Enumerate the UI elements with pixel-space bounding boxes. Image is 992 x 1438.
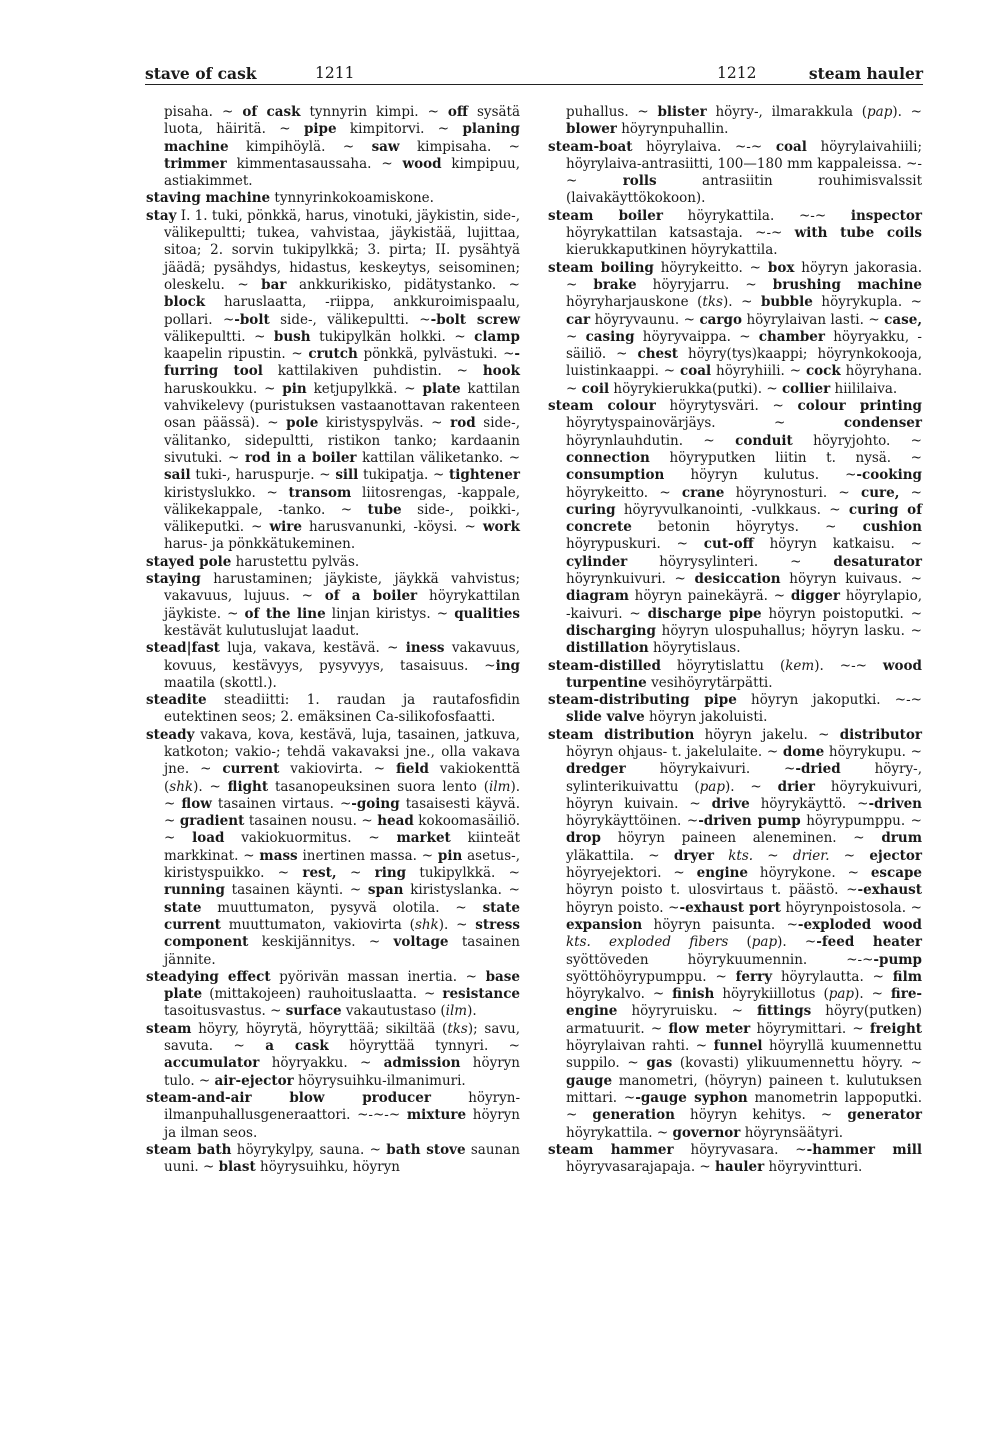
dictionary-entry: pisaha. ~ of cask tynnyrin kimpi. ~ off sysätä luota, häiritä. ~ pipe kimpitorvi. ~ planing machine kimpihöylä. ~ saw kimpisaha. ~ trimmer kimmentasaussaha. ~ wood kimpipuu, astiakimmet. (164, 104, 521, 190)
page-header (145, 62, 923, 85)
right-page-number: 1212 (717, 64, 757, 82)
dictionary-entry: stay I. 1. tuki, pönkkä, harus, vinotuki, jäykistin, side-, välikepultti; tukea, vahvistaa, jäykistää, lujittaa, sitoa; 2. sorvin tukipylkkä; 3. pirta; II. pysähtyä jäädä; pysähdys, hidastus, keskeytys, seisominen; oleskelu. ~ bar ankkurikisko, pidätystanko. ~ block haruslaatta, -riippa, ankkuroimispaalu, pollari. ~-bolt side-, välikepultti. ~-bolt screw välikepultti. ~ bush tukipylkän holkki. ~ clamp kaapelin ripustin. ~ crutch pönkkä, pylvästuki. ~-furring tool kattilakiven puhdistin. ~ hook haruskoukku. ~ pin ketjupylkkä. ~ plate kattilan vahvikelevy (puristuksen vastaanottavan rakenteen osan päässä). ~ pole kiristyspylväs. ~ rod side-, välitanko, sidepultti, ristikon tanko; kardaanin sivutuki. ~ rod in a boiler kattilan väliketanko. ~ sail tuki-, haruspurje. ~ sill tukipatja. ~ tightener kiristyslukko. ~ transom liitosrengas, -kappale, välikekappale, -tanko. ~ tube side-, poikki-, välikeputki. ~ wire harusvanunki, -köysi. ~ work harus- ja pönkkätukeminen. (146, 207, 521, 553)
dictionary-entry: stayed pole harustettu pylväs. (146, 553, 360, 570)
dictionary-entry: puhallus. ~ blister höyry-, ilmarakkula (pap). ~ blower höyrynpuhallin. (566, 104, 922, 138)
dictionary-entry: steady vakava, kova, kestävä, luja, tasainen, jatkuva, katkoton; vakio-; tehdä vakavaksi jne., olla vakava jne. ~ current vakiovirta. ~ field vakiokenttä (shk). ~ flight tasanopeuksinen suora lento (ilm). ~ flow tasainen virtaus. ~-going tasaisesti käyvä. ~ gradient tasainen nousu. ~ head kokoomasäiliö. ~ load vakiokuormitus. ~ market kiinteät markkinat. ~ mass inertinen massa. ~ pin asetus-, kiristyspuikko. ~ rest, ~ ring tukipylkkä. ~ running tasainen käynti. ~ span kiristyslanka. ~ state muuttumaton, pysyvä olotila. ~ state current muuttumaton, vakiovirta (shk). ~ stress component keskijännitys. ~ voltage tasainen jännite. (146, 726, 521, 968)
left-page-number: 1211 (315, 64, 355, 82)
right-column (548, 104, 922, 1176)
dictionary-entry: steam boiling höyrykeitto. ~ box höyryn jakorasia. ~ brake höyryjarru. ~ brushing machine höyryharjauskone (tks). ~ bubble höyrykupla. ~ car höyryvaunu. ~ cargo höyrylaivan lasti. ~ case, ~ casing höyryvaippa. ~ chamber höyryakku, -säiliö. ~ chest höyry(tys)kaappi; höyrynkokooja, luistinkaappi. ~ coal höyryhiili. ~ cock höyryhana. ~ coil höyrykierukka(putki). ~ collier hiililaiva. (548, 259, 923, 397)
left-column (146, 104, 520, 1176)
left-guide-word: stave of cask (145, 64, 257, 83)
dictionary-entry: steam bath höyrykylpy, sauna. ~ bath stove saunan uuni. ~ blast höyrysuihku, höyryn (146, 1141, 520, 1176)
dictionary-entry: staying harustaminen; jäykiste, jäykkä vahvistus; vakavuus, lujuus. ~ of a boiler höyrykattilan jäykiste. ~ of the line linjan kiristys. ~ qualities kestävät kulutuslujat laadut. (146, 571, 520, 639)
dictionary-entry: steam boiler höyrykattila. ~-~ inspector höyrykattilan katsastaja. ~-~ with tube coils kierukkaputkinen höyrykattila. (548, 207, 922, 259)
dictionary-entry: steadying effect pyörivän massan inertia. ~ base plate (mittakojeen) rauhoituslaatta. ~ resistance tasoitusvastus. ~ surface vakautustaso (ilm). (146, 968, 520, 1020)
dictionary-entry: steam-and-air blow producer höyryn-ilmanpuhallusgeneraattori. ~-~-~ mixture höyryn ja ilman seos. (146, 1089, 521, 1141)
dictionary-entry: steam höyry, höyrytä, höyryttää; sikiltää (tks); savu, savuta. ~ a cask höyryttää tynnyri. ~ accumulator höyryakku. ~ admission höyryn tulo. ~ air-ejector höyrysuihku-ilmanimuri. (146, 1020, 520, 1089)
dictionary-entry: steam-boat höyrylaiva. ~-~ coal höyrylaivahiili; höyrylaiva-antrasiitti, 100—180 mm kappaleissa. ~-~ rolls antrasiitin rouhimisvalssit (laivakäyttökokoon). (548, 138, 922, 207)
dictionary-entry: steam distribution höyryn jakelu. ~ distributor höyryn ohjaus- t. jakelulaite. ~ dome höyrykupu. ~ dredger höyrykaivuri. ~-dried höyry-, sylinterikuivattu (pap). ~ drier höyrykuivuri, höyryn kuivain. ~ drive höyrykäyttö. ~-driven höyrykäyttöinen. ~-driven pump höyrypumppu. ~ drop höyryn paineen aleneminen. ~ drum yläkattila. ~ dryer kts. ~ drier. ~ ejector höyryejektori. ~ engine höyrykone. ~ escape höyryn poisto t. ulosvirtaus t. päästö. ~-exhaust höyryn poisto. ~-exhaust port höyrynpoistosola. ~ expansion höyryn paisunta. ~-exploded wood kts. exploded fibers (pap). ~-feed heater syöttöveden höyrykuumennin. ~-~-pump syöttöhöyrypumppu. ~ ferry höyrylautta. ~ film höyrykalvo. ~ finish höyrykiillotus (pap). ~ fire-engine höyryruisku. ~ fittings höyry(putken) armatuurit. ~ flow meter höyrymittari. ~ freight höyrylaivan rahti. ~ funnel höyryllä kuumennettu suppilo. ~ gas (kovasti) ylikuumennettu höyry. ~ gauge manometri, (höyryn) paineen t. kulutuksen mittari. ~-gauge syphon manometrin lappoputki. ~ generation höyryn kehitys. ~ generator höyrykattila. ~ governor höyrynsäätyri. (548, 726, 923, 1141)
right-guide-word: steam hauler (808, 64, 923, 83)
dictionary-entry: stead|fast luja, vakava, kestävä. ~ iness vakavuus, kovuus, kestävyys, pysyvyys, tasaisuus. ~ing maatila (skottl.). (146, 640, 520, 691)
dictionary-entry: steam-distilled höyrytislattu (kem). ~-~ wood turpentine vesihöyrytärpätti. (548, 657, 922, 691)
dictionary-entry: staving machine tynnyrinkokoamiskone. (146, 190, 434, 207)
dictionary-entry: steam-distributing pipe höyryn jakoputki. ~-~ slide valve höyryn jakoluisti. (548, 692, 922, 726)
dictionary-entry: steam hammer höyryvasara. ~-hammer mill höyryvasarajapaja. ~ hauler höyryvintturi. (548, 1141, 922, 1176)
dictionary-entry: steam colour höyrytysväri. ~ colour printing höyrytyspainovärjäys. ~ condenser höyrynlauhdutin. ~ conduit höyryjohto. ~ connection höyryputken liitin t. nysä. ~ consumption höyryn kulutus. ~-cooking höyrykeitto. ~ crane höyrynosturi. ~ cure, ~ curing höyryvulkanointi, -vulkkaus. ~ curing of concrete betonin höyrytys. ~ cushion höyrypuskuri. ~ cut-off höyryn katkaisu. ~ cylinder höyrysylinteri. ~ desaturator höyrynkuivuri. ~ desiccation höyryn kuivaus. ~ diagram höyryn painekäyrä. ~ digger höyrylapio, -kaivuri. ~ discharge pipe höyryn poistoputki. ~ discharging höyryn ulospuhallus; höyryn lasku. ~ distillation höyrytislaus. (548, 398, 923, 657)
dictionary-entry: steadite steadiitti: 1. raudan ja rautafosfidin eutektinen seos; 2. emäksinen Ca-silikofosfaatti. (146, 692, 520, 726)
